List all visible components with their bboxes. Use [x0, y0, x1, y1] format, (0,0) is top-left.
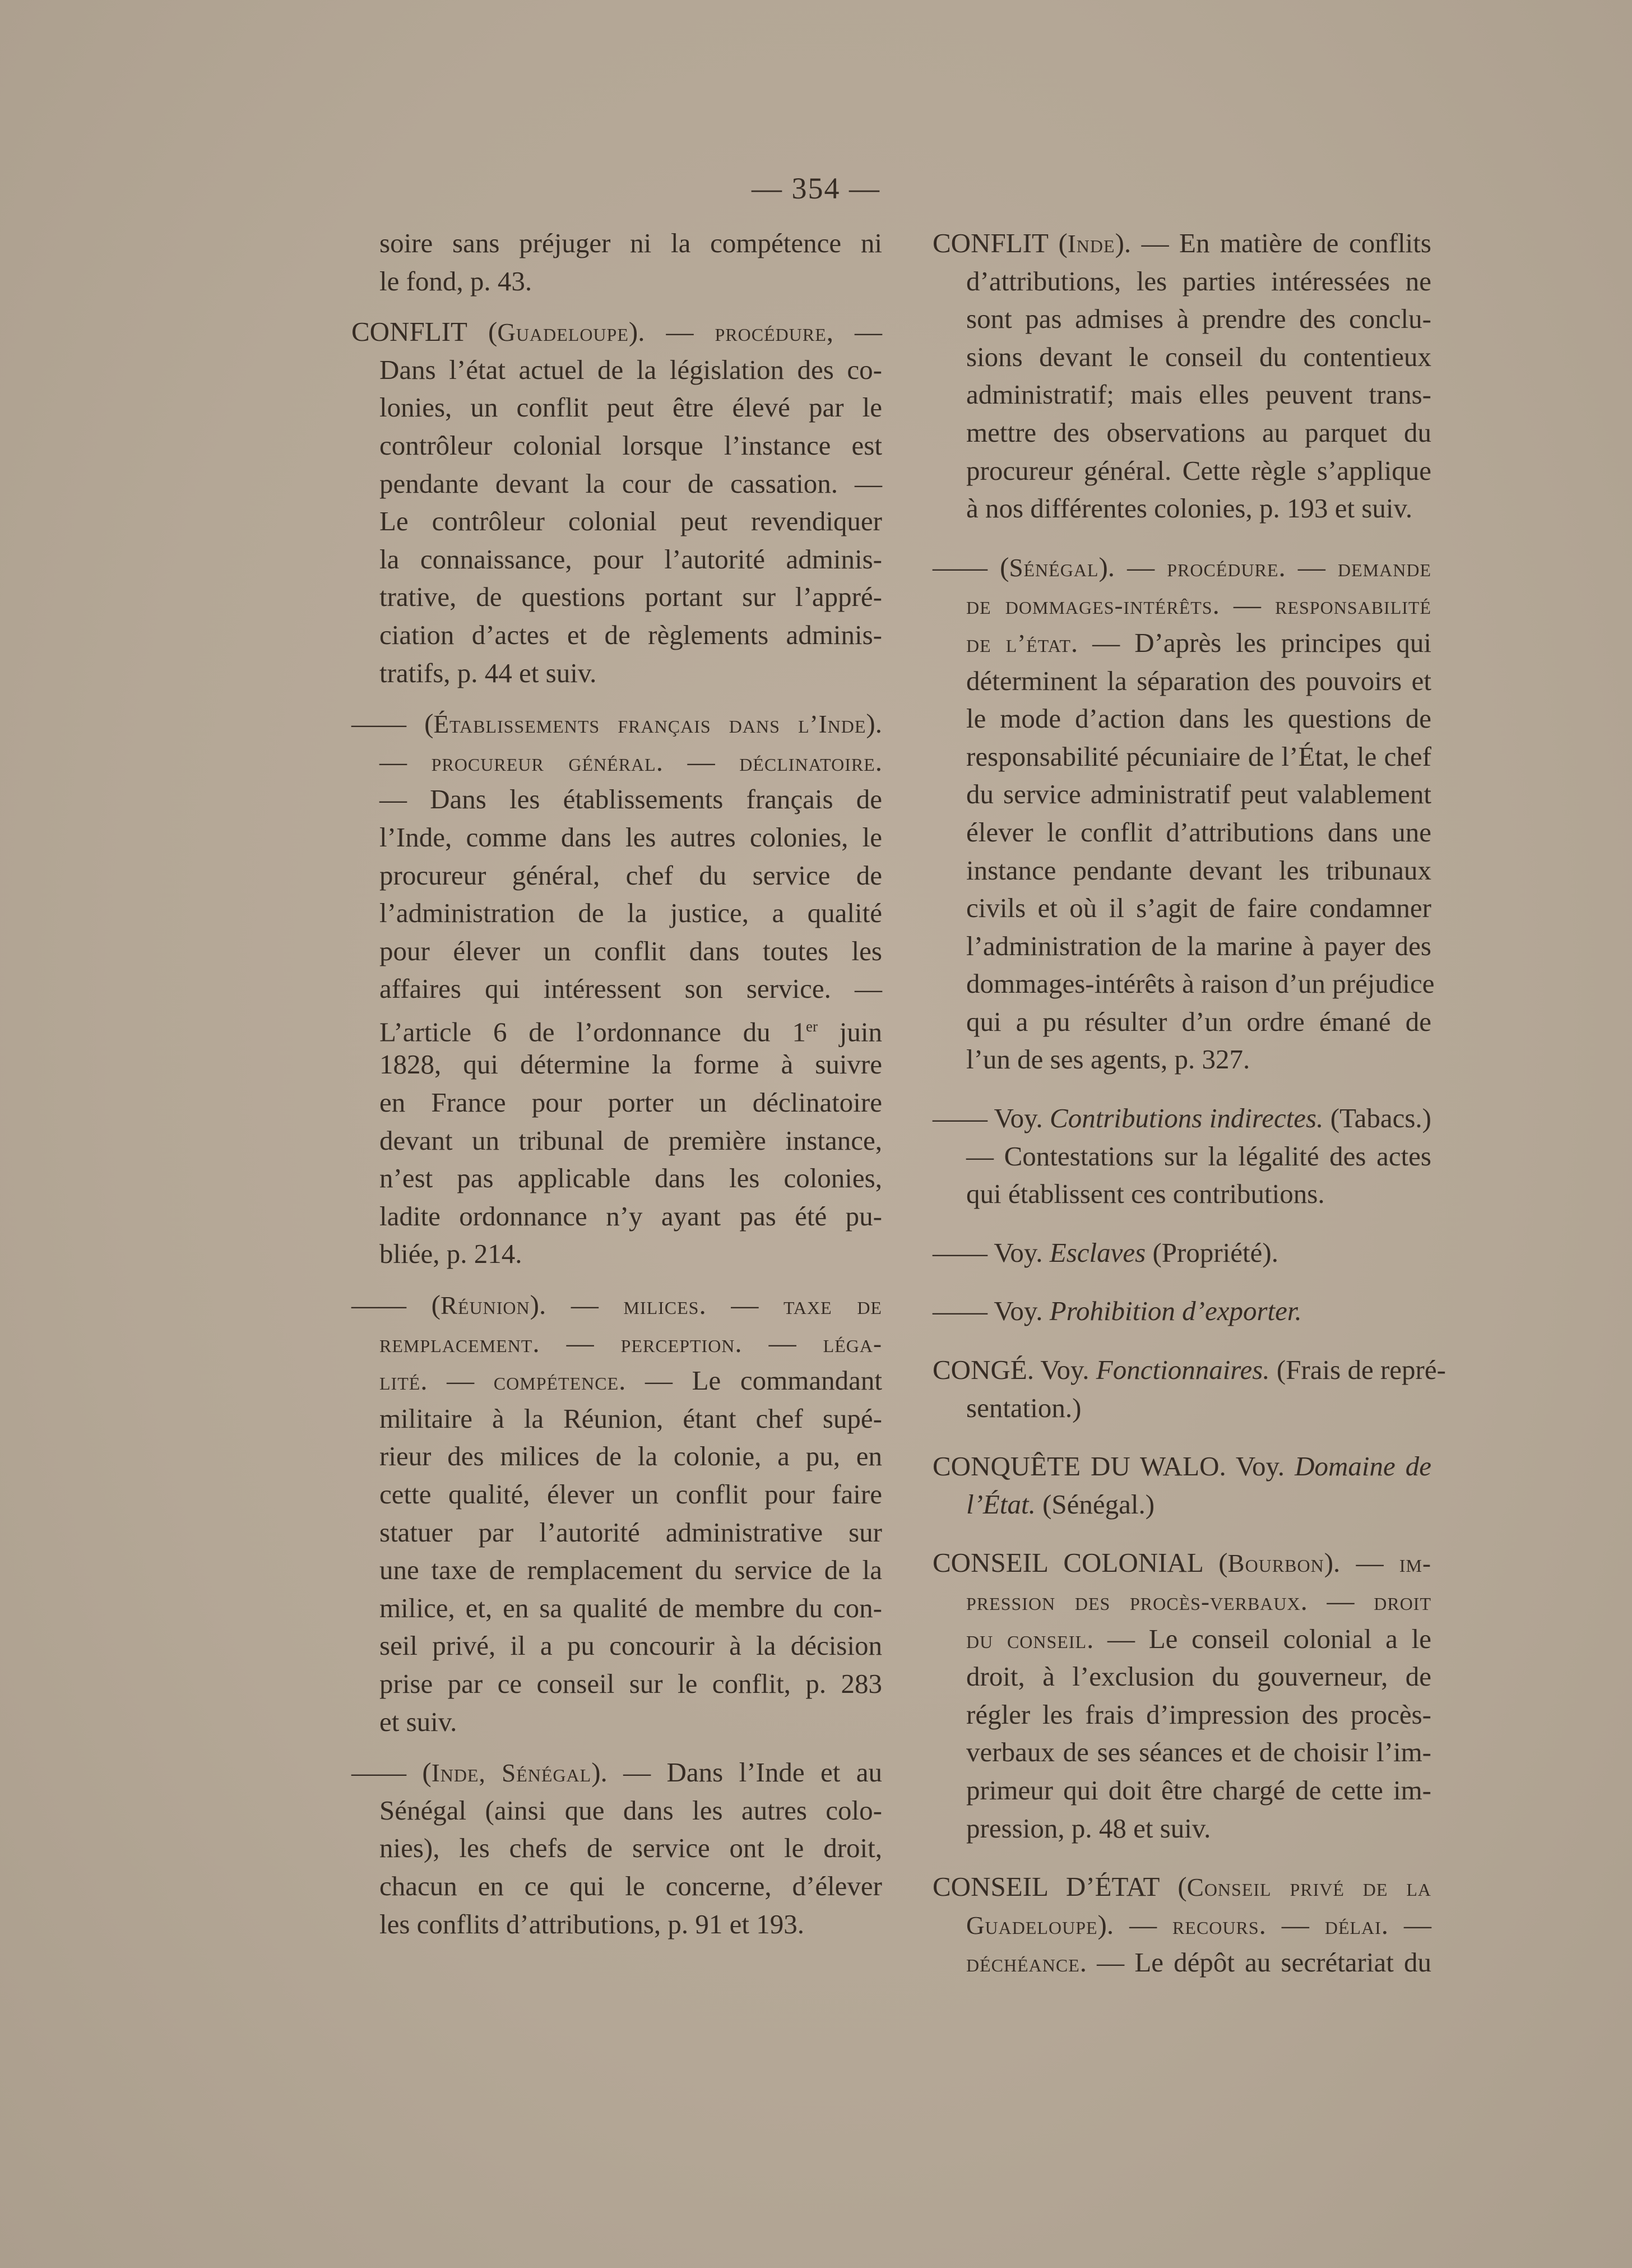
text-run: administratif; mais elles peuvent trans- — [966, 379, 1431, 410]
text-run: —— ( — [351, 708, 434, 739]
text-line — [933, 738, 1431, 776]
small-caps-run: Bourbon — [1227, 1549, 1324, 1578]
text-line — [933, 1292, 1431, 1330]
text-run: responsabilité pécuniaire de l’État, le chef — [966, 740, 1431, 772]
text-line — [351, 262, 882, 300]
text-line — [933, 851, 1431, 890]
text-line — [933, 586, 1431, 624]
small-caps-run: pression des procès-verbaux — [966, 1587, 1301, 1616]
text-line — [351, 1008, 882, 1046]
text-run: —— ( — [351, 1289, 441, 1321]
text-line — [933, 813, 1431, 851]
text-run: (Propriété). — [1146, 1237, 1278, 1268]
small-caps-run: recours — [1172, 1911, 1259, 1940]
text-run: contrôleur colonial lorsque l’instance est — [379, 429, 882, 461]
text-line — [351, 1362, 882, 1400]
text-run: CONFLIT ( — [351, 316, 498, 348]
text-line — [351, 1905, 882, 1943]
text-run: — Dans les établissements français de — [379, 784, 882, 815]
text-run: sions devant le conseil du contentieux — [966, 341, 1431, 372]
text-line — [933, 927, 1431, 965]
text-line — [933, 1234, 1431, 1272]
small-caps-run: Réunion — [440, 1292, 530, 1320]
text-line — [351, 1286, 882, 1324]
text-line — [351, 1665, 882, 1703]
text-run: procureur général, chef du service de — [379, 859, 882, 891]
text-run: —— Voy. — [933, 1103, 1050, 1134]
right-column — [933, 224, 1446, 1982]
text-run: (Frais de repré- — [1269, 1354, 1446, 1386]
text-line — [933, 452, 1431, 490]
text-run: CONGÉ. Voy. — [933, 1354, 1096, 1386]
text-run: militaire à la Réunion, étant chef supé- — [379, 1403, 882, 1434]
text-run: mettre des observations au parquet du — [966, 416, 1431, 448]
text-line — [933, 300, 1431, 338]
text-run: lonies, un conflit peut être élevé par le — [379, 392, 882, 423]
text-run: . — D’après les principes qui — [1070, 627, 1432, 658]
small-caps-run: responsabilité — [1275, 591, 1431, 620]
text-run: et suiv. — [379, 1706, 457, 1737]
text-run: ). — — [1098, 551, 1167, 582]
text-run: n’est pas applicable dans les colonies, — [379, 1163, 882, 1194]
text-run: à nos différentes colonies, p. 193 et suiv. — [966, 493, 1413, 524]
text-line — [933, 1485, 1431, 1524]
text-run: pendante devant la cour de cassation. — — [379, 468, 882, 499]
text-line — [351, 780, 882, 818]
text-line — [351, 1829, 882, 1867]
text-run: ). — — [1324, 1547, 1399, 1579]
text-run: ). — — [530, 1289, 624, 1321]
text-line — [933, 1620, 1431, 1658]
text-run: sentation.) — [966, 1392, 1082, 1423]
text-line — [351, 894, 882, 932]
text-run: soire sans préjuger ni la compétence ni — [379, 228, 882, 258]
text-run: une taxe de remplacement du service de la — [379, 1554, 882, 1586]
small-caps-run: droit — [1374, 1587, 1431, 1616]
text-line — [933, 965, 1435, 1003]
text-run: , — — [826, 316, 882, 348]
text-line — [933, 1099, 1431, 1137]
text-line — [933, 489, 1431, 527]
text-line — [351, 465, 882, 503]
superscript: er — [806, 1017, 818, 1035]
small-caps-run: procureur général — [431, 748, 656, 776]
small-caps-run: procédure — [715, 318, 827, 347]
text-line — [933, 338, 1431, 376]
small-caps-run: Établissements français dans l’Inde — [433, 710, 866, 739]
small-caps-run: taxe de — [783, 1292, 882, 1320]
text-line — [933, 224, 1431, 262]
text-line — [351, 502, 882, 540]
text-line — [933, 1658, 1431, 1696]
text-run: instance pendante devant les tribunaux — [966, 854, 1431, 886]
italic-run: Esclaves — [1049, 1237, 1146, 1268]
text-run: tratifs, p. 44 et suiv. — [379, 657, 597, 688]
text-run: qui a pu résulter d’un ordre émané de — [966, 1006, 1431, 1037]
text-line — [351, 578, 882, 616]
text-line — [351, 654, 882, 692]
text-line — [933, 1943, 1431, 1982]
text-line — [933, 775, 1431, 813]
small-caps-run: léga- — [823, 1329, 882, 1358]
small-caps-run: Sénégal — [1009, 553, 1099, 582]
text-line — [933, 889, 1431, 927]
index-entry — [351, 313, 882, 692]
small-caps-run: remplacement — [379, 1329, 533, 1358]
italic-run: Prohibition d’exporter. — [1049, 1295, 1302, 1327]
text-line — [933, 1733, 1431, 1771]
text-line — [351, 970, 882, 1008]
small-caps-run: perception — [620, 1329, 735, 1358]
text-run: . — — [532, 1327, 621, 1358]
small-caps-run: Guadeloupe — [966, 1911, 1098, 1940]
text-run: —— ( — [933, 551, 1009, 582]
text-run: bliée, p. 214. — [379, 1238, 522, 1270]
text-run: l’administration de la justice, a qualité — [379, 897, 882, 929]
index-entry — [933, 1447, 1431, 1523]
text-run: seil privé, il a pu concourir à la décision — [379, 1630, 882, 1661]
text-run: le fond, p. 43. — [379, 265, 532, 297]
text-run: affaires qui intéressent son service. — — [379, 973, 882, 1005]
text-line — [351, 1867, 882, 1905]
text-run: (Sénégal.) — [1035, 1488, 1155, 1520]
text-line — [933, 1175, 1431, 1213]
text-line — [351, 1159, 882, 1197]
text-run: . — — [1300, 1585, 1374, 1616]
index-entry — [933, 548, 1435, 1079]
text-line — [351, 351, 882, 389]
small-caps-run: de dommages-intérêts — [966, 591, 1213, 620]
small-caps-run: Guadeloupe — [497, 318, 629, 347]
text-run: ladite ordonnance n’y ayant pas été pu- — [379, 1200, 882, 1232]
text-line — [351, 818, 882, 857]
text-run: sont pas admises à prendre des conclu- — [966, 303, 1431, 335]
text-line — [933, 1040, 1431, 1079]
text-run: . — [875, 746, 882, 777]
index-entry — [933, 1544, 1431, 1847]
text-line — [933, 700, 1431, 738]
italic-run: l’État. — [966, 1488, 1036, 1520]
text-run: chacun en ce qui le concerne, d’élever — [379, 1870, 882, 1901]
italic-run: Domaine de — [1295, 1451, 1431, 1482]
small-caps-run: du conseil — [966, 1625, 1087, 1654]
text-line — [351, 1400, 882, 1438]
text-line — [351, 1045, 882, 1084]
index-entry — [933, 1292, 1431, 1330]
text-run: cette qualité, élever un conflit pour faire — [379, 1479, 882, 1510]
text-line — [933, 548, 1431, 586]
text-run: l’administration de la marine à payer des — [966, 930, 1431, 961]
text-run: milice, et, en sa qualité de membre du con- — [379, 1592, 882, 1623]
index-entry — [933, 1351, 1446, 1427]
text-line — [933, 414, 1431, 452]
text-line — [351, 427, 882, 465]
text-line — [933, 1544, 1431, 1582]
text-line — [351, 743, 882, 781]
text-line — [351, 1627, 882, 1665]
text-run: civils et où il s’agit de faire condamner — [966, 892, 1431, 924]
text-run: . — — [699, 1289, 783, 1321]
text-run: pression, p. 48 et suiv. — [966, 1812, 1211, 1844]
text-line — [933, 1771, 1431, 1809]
text-line — [351, 1792, 882, 1830]
text-line — [351, 1197, 882, 1235]
text-run: les conflits d’attributions, p. 91 et 193. — [379, 1908, 805, 1940]
text-run: qui établissent ces contributions. — [966, 1178, 1325, 1210]
text-run: en France pour porter un déclinatoire — [379, 1087, 882, 1118]
text-run: déterminent la séparation des pouvoirs et — [966, 665, 1431, 696]
text-run: rieur des milices de la colonie, a pu, en — [379, 1441, 882, 1472]
text-run: du service administratif peut valablement — [966, 779, 1431, 810]
page-number: — 354 — — [752, 172, 880, 205]
text-run: droit, à l’exclusion du gouverneur, de — [966, 1661, 1431, 1692]
text-run: dommages-intérêts à raison d’un préjudice — [966, 968, 1435, 999]
text-run: régler les frais d’impression des procès- — [966, 1698, 1431, 1730]
text-run: . — — [1212, 589, 1276, 621]
text-line — [351, 932, 882, 970]
text-run: l’Inde, comme dans les autres colonies, le — [379, 821, 882, 853]
italic-run: Fonctionnaires. — [1096, 1354, 1270, 1386]
text-line — [933, 1137, 1431, 1175]
text-run: la connaissance, pour l’autorité adminis- — [379, 543, 882, 575]
text-line — [351, 1475, 882, 1513]
text-run: . — — [656, 746, 740, 777]
text-run: CONSEIL D’ÉTAT ( — [933, 1871, 1187, 1903]
index-entry — [933, 1234, 1431, 1272]
text-run: nies), les chefs de service ont le droit, — [379, 1832, 882, 1864]
text-run: L’article 6 de l’ordonnance du 1 — [379, 1016, 806, 1048]
small-caps-run: milices — [623, 1292, 699, 1320]
text-run: . — — [1278, 551, 1338, 582]
text-run: ). — En matière de conflits — [1115, 228, 1431, 258]
text-run: CONSEIL COLONIAL ( — [933, 1547, 1228, 1579]
text-line — [351, 1235, 882, 1273]
text-line — [351, 1703, 882, 1741]
text-line — [933, 1809, 1431, 1848]
index-entry — [933, 1868, 1431, 1982]
text-line — [351, 388, 882, 427]
text-line — [933, 1696, 1431, 1734]
text-run: (Tabacs.) — [1323, 1103, 1431, 1134]
text-run: —— Voy. — [933, 1295, 1050, 1327]
text-run: ). — Dans l’Inde et au — [591, 1757, 882, 1788]
text-line — [351, 224, 882, 262]
text-run: statuer par l’autorité administrative sur — [379, 1516, 882, 1548]
text-run: 1828, qui détermine la forme à suivre — [379, 1049, 882, 1080]
text-line — [933, 1868, 1431, 1906]
text-line — [351, 313, 882, 351]
text-run: CONFLIT ( — [933, 228, 1068, 258]
text-run: —— ( — [351, 1757, 432, 1788]
text-run: . — — [735, 1327, 823, 1358]
small-caps-run: procédure — [1167, 553, 1279, 582]
text-line — [351, 1513, 882, 1552]
text-line — [351, 1084, 882, 1122]
text-line — [933, 1389, 1431, 1427]
text-run: ). — [866, 708, 882, 739]
text-run: . — — [1381, 1909, 1432, 1940]
text-run: devant un tribunal de première instance, — [379, 1124, 882, 1156]
text-run: — Contestations sur la légalité des actes — [966, 1140, 1431, 1172]
text-line — [933, 1906, 1431, 1944]
text-line — [351, 1753, 882, 1792]
text-line — [351, 1589, 882, 1627]
text-line — [351, 1122, 882, 1160]
small-caps-run: demande — [1338, 553, 1431, 582]
text-run: . — — [420, 1365, 494, 1396]
text-run: le mode d’action dans les questions de — [966, 703, 1431, 734]
text-run: élever le conflit d’attributions dans une — [966, 816, 1431, 848]
text-run: pour élever un conflit dans toutes les — [379, 935, 882, 966]
text-run: ciation d’actes et de règlements adminis- — [379, 619, 882, 650]
text-line — [351, 705, 882, 743]
text-line — [933, 1003, 1431, 1041]
small-caps-run: Inde — [1067, 230, 1115, 258]
small-caps-run: lité — [379, 1367, 421, 1396]
text-line — [351, 1324, 882, 1362]
text-run: . — Le conseil colonial a le — [1087, 1623, 1431, 1654]
text-line — [933, 1582, 1431, 1620]
text-run: — — [379, 746, 432, 777]
small-caps-run: déclinatoire — [739, 748, 875, 776]
text-line — [351, 540, 882, 578]
text-run: . — Le commandant — [619, 1365, 882, 1396]
text-run: prise par ce conseil sur le conflit, p. 283 — [379, 1668, 882, 1699]
text-line — [933, 624, 1431, 662]
index-entry — [351, 1753, 882, 1943]
text-run: Le contrôleur colonial peut revendiquer — [379, 506, 882, 537]
text-run: primeur qui doit être chargé de cette im- — [966, 1774, 1431, 1806]
small-caps-run: déchéance — [966, 1949, 1080, 1978]
text-line — [351, 857, 882, 895]
text-run: d’attributions, les parties intéressées ne — [966, 265, 1431, 297]
text-line — [351, 1437, 882, 1475]
small-caps-run: im- — [1399, 1549, 1431, 1578]
index-entry — [351, 705, 882, 1273]
small-caps-run: de l’état — [966, 629, 1071, 658]
text-line — [933, 1447, 1431, 1485]
text-line — [933, 376, 1431, 414]
text-run: ). — — [628, 316, 715, 348]
small-caps-run: Conseil privé de la — [1186, 1873, 1431, 1902]
text-run: CONQUÊTE DU WALO. Voy. — [933, 1451, 1295, 1482]
text-run: ). — — [1097, 1909, 1173, 1940]
index-entry — [933, 224, 1431, 527]
text-run: juin — [817, 1016, 882, 1048]
text-run: l’un de ses agents, p. 327. — [966, 1044, 1250, 1075]
text-run: . — — [1259, 1909, 1325, 1940]
text-run: trative, de questions portant sur l’appré- — [379, 581, 882, 613]
text-run: procureur général. Cette règle s’applique — [966, 455, 1431, 486]
text-run: —— Voy. — [933, 1237, 1050, 1268]
text-line — [933, 662, 1431, 700]
italic-run: Contributions indirectes. — [1050, 1103, 1324, 1134]
text-run: Dans l’état actuel de la législation des co- — [379, 354, 882, 385]
text-run: verbaux de ses séances et de choisir l’im- — [966, 1737, 1431, 1768]
text-run: . — Le dépôt au secrétariat du — [1079, 1947, 1431, 1978]
text-line — [933, 1351, 1446, 1389]
index-entry — [933, 1099, 1431, 1213]
small-caps-run: Inde, Sénégal — [431, 1759, 592, 1788]
text-line — [351, 1551, 882, 1589]
text-run: Sénégal (ainsi que dans les autres colo- — [379, 1794, 882, 1826]
text-line — [351, 616, 882, 654]
small-caps-run: délai — [1324, 1911, 1381, 1940]
text-line — [933, 262, 1431, 300]
index-entry — [351, 224, 882, 300]
small-caps-run: compétence — [493, 1367, 619, 1396]
index-entry — [351, 1286, 882, 1741]
left-column — [351, 224, 882, 1943]
